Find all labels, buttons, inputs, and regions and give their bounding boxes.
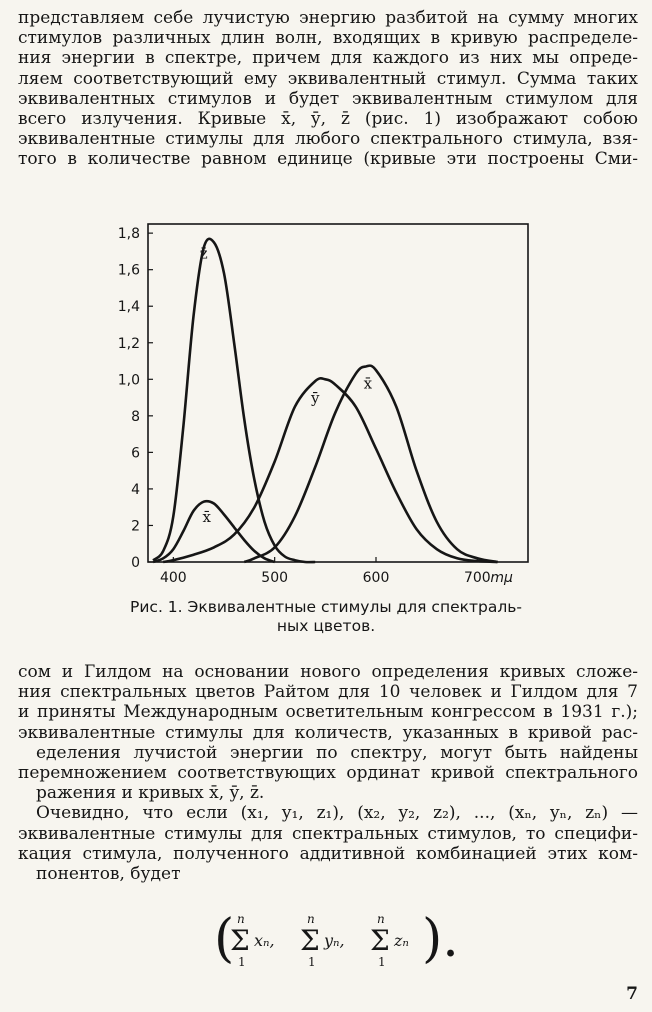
curve-3 — [163, 378, 497, 562]
formula-open-paren: ( — [214, 909, 235, 969]
term-z: zₙ — [394, 931, 409, 950]
sum-lower-limit: 1 — [308, 955, 316, 969]
text-line: эквивалентных стимулов и будет эквивалентным стимулом для — [18, 88, 638, 109]
y-tick-label: 1,6 — [117, 262, 140, 279]
text-line: эквивалентные стимулы для спектральных стимулов, то специфи- — [18, 823, 638, 844]
curve-label: ȳ — [310, 389, 320, 408]
figure-caption-line2: ных цветов. — [276, 617, 376, 635]
text-line: эквивалентные стимулы для любого спектрального стимула, взя- — [18, 129, 638, 150]
sigma-symbol: Σ — [370, 924, 390, 957]
curve-4 — [244, 366, 497, 562]
x-unit-label: mμ — [490, 570, 513, 586]
text-line: представляем себе лучистую энергию разбитой на сумму многих — [18, 8, 638, 28]
text-line: перемножением соответствующих ординат кривой спектрального — [18, 763, 638, 784]
y-tick-label: 2 — [131, 518, 140, 535]
y-tick-label: 1,8 — [117, 226, 140, 243]
figure-caption-line1: Рис. 1. Эквивалентные стимулы для спектраль- — [130, 598, 522, 616]
text-line: стимулов различных длин волн, входящих в кривую распределе- — [18, 28, 638, 49]
text-line: ражения и кривых x̄, ȳ, z̄. — [36, 783, 265, 804]
y-tick-label: 1,2 — [117, 335, 140, 352]
text-line: ния спектральных цветов Райтом для 10 человек и Гилдом для 7 — [18, 682, 638, 703]
text-line: кация стимула, полученного аддитивной комбинацией этих ком- — [18, 843, 638, 864]
x-tick-label: 700 — [463, 570, 491, 586]
sum-upper-limit: n — [237, 912, 245, 926]
sum-upper-limit: n — [307, 912, 315, 926]
x-tick-label: 500 — [261, 570, 289, 586]
summation-formula — [210, 906, 460, 976]
sigma-symbol: Σ — [300, 924, 320, 957]
curve-label: z̄ — [199, 244, 208, 263]
chart-svg — [100, 216, 560, 591]
y-tick-label: 1,4 — [117, 299, 140, 316]
text-line: понентов, будет — [36, 864, 181, 885]
y-tick-label: 8 — [131, 408, 140, 425]
formula-close-paren: ). — [422, 909, 459, 969]
text-line: всего излучения. Кривые x̄, ȳ, z̄ (рис. 1) изображают собою — [18, 109, 638, 130]
figure-chart — [100, 216, 560, 591]
text-line: ляем соответствующий ему эквивалентный стимул. Сумма таких — [18, 68, 638, 89]
page-number: 7 — [626, 984, 638, 1004]
text-line: ния энергии в спектре, причем для каждого из них мы опреде- — [18, 48, 638, 69]
text-line: Очевидно, что если (x₁, y₁, z₁), (x₂, y₂, z₂), ..., (xₙ, yₙ, zₙ) — — [36, 803, 638, 824]
text-line: и приняты Международным осветительным конгрессом в 1931 г.); — [18, 702, 638, 723]
text-line: сом и Гилдом на основании нового определения кривых сложе- — [18, 662, 638, 682]
text-line: еделения лучистой энергии по спектру, могут быть найдены — [36, 742, 638, 763]
paragraph-top — [18, 8, 638, 170]
sigma-symbol: Σ — [230, 924, 250, 957]
y-tick-label: 4 — [131, 481, 140, 498]
paragraph-bottom — [18, 662, 638, 884]
curve-label: x̄ — [363, 374, 373, 393]
y-tick-label: 6 — [131, 445, 140, 462]
text-line: того в количестве равном единице (кривые эти построены Сми- — [18, 149, 638, 170]
text-line: эквивалентные стимулы для количеств, указанных в кривой рас- — [18, 722, 638, 743]
curve-1 — [153, 239, 315, 562]
curve-label: x̄ — [202, 507, 212, 526]
x-tick-label: 400 — [159, 570, 187, 586]
sum-upper-limit: n — [377, 912, 385, 926]
sum-lower-limit: 1 — [378, 955, 386, 969]
x-tick-label: 600 — [362, 570, 390, 586]
y-tick-label: 1,0 — [117, 372, 140, 389]
y-tick-label: 0 — [131, 555, 140, 571]
term-y: yₙ, — [324, 931, 345, 950]
term-x: xₙ, — [254, 931, 275, 950]
sum-lower-limit: 1 — [238, 955, 246, 969]
